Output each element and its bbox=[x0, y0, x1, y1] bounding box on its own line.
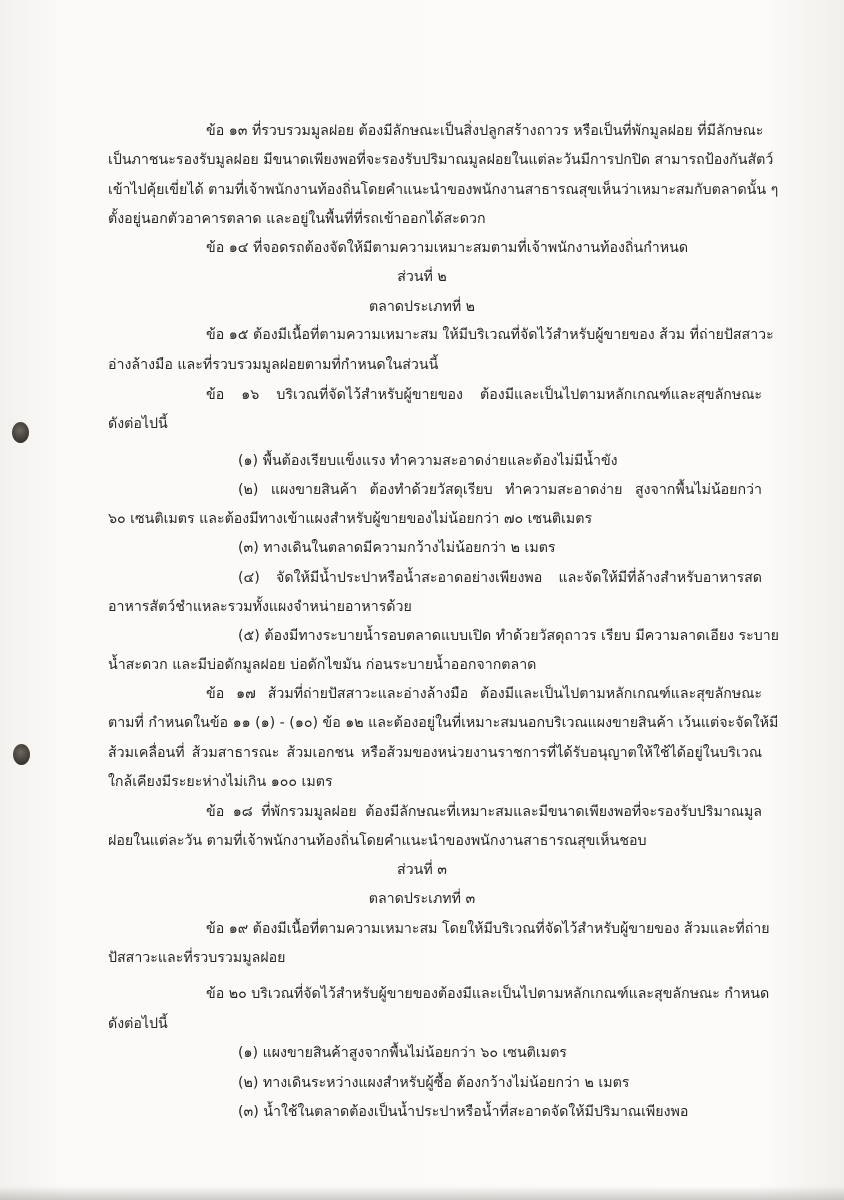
text-line: ข้อ ๑๔ ที่จอดรถต้องจัดให้มีตามความเหมาะสมตามที่เจ้าพนักงานท้องถิ่นกำหนด bbox=[206, 240, 689, 256]
section-heading: ส่วนที่ ๓ bbox=[397, 862, 447, 878]
section-heading: ส่วนที่ ๒ bbox=[397, 269, 447, 285]
text-line: อ่างล้างมือ และที่รวบรวมมูลฝอยตามที่กำหนดในส่วนนี้ bbox=[108, 357, 439, 373]
list-item: (๒) ทางเดินระหว่างแผงสำหรับผู้ซื้อ ต้องกว้างไม่น้อยกว่า ๒ เมตร bbox=[238, 1075, 630, 1091]
text-line: ฝอยในแต่ละวัน ตามที่เจ้าพนักงานท้องถิ่นโดยคำแนะนำของพนักงานสาธารณสุขเห็นชอบ bbox=[108, 833, 647, 849]
text-line: ข้อ ๑๕ ต้องมีเนื้อที่ตามความเหมาะสม ให้มีบริเวณที่จัดไว้สำหรับผู้ขายของ ส้วม ที่ถ่ายปัสสาวะ bbox=[206, 327, 774, 343]
text-line: ส้วมเคลื่อนที่ ส้วมสาธารณะ ส้วมเอกชน หรือส้วมของหน่วยงานราชการที่ได้รับอนุญาตให้ใช้ได้อยู่ในบริเวณ bbox=[108, 745, 762, 761]
punch-hole-bottom bbox=[13, 744, 30, 765]
text-line: อาหารสัตว์ชำแหละรวมทั้งแผงจำหน่ายอาหารด้วย bbox=[108, 599, 412, 615]
text-line: น้ำสะดวก และมีบ่อดักมูลฝอย บ่อดักไขมัน ก่อนระบายน้ำออกจากตลาด bbox=[108, 657, 537, 673]
section-subheading: ตลาดประเภทที่ ๓ bbox=[368, 891, 476, 907]
text-line: เข้าไปคุ้ยเขี่ยได้ ตามที่เจ้าพนักงานท้องถิ่นโดยคำแนะนำของพนักงานสาธารณสุขเห็นว่าเหมาะสมกับตลาดนั้น ๆ bbox=[108, 182, 779, 198]
text-line: ตั้งอยู่นอกตัวอาคารตลาด และอยู่ในพื้นที่ที่รถเข้าออกได้สะดวก bbox=[108, 211, 486, 227]
text-line: ดังต่อไปนี้ bbox=[108, 1016, 168, 1032]
list-item: (๓) ทางเดินในตลาดมีความกว้างไม่น้อยกว่า ๒ เมตร bbox=[238, 540, 556, 556]
text-line: เป็นภาชนะรองรับมูลฝอย มีขนาดเพียงพอที่จะรองรับปริมาณมูลฝอยในแต่ละวันมีการปกปิด สามารถป้องกันสัตว์ bbox=[108, 152, 774, 168]
text-line: ข้อ ๑๓ ที่รวบรวมมูลฝอย ต้องมีลักษณะเป็นสิ่งปลูกสร้างถาวร หรือเป็นที่พักมูลฝอย ที่มีลักษณะ bbox=[206, 123, 764, 139]
list-item: (๓) น้ำใช้ในตลาดต้องเป็นน้ำประปาหรือน้ำที่สะอาดจัดให้มีปริมาณเพียงพอ bbox=[238, 1104, 689, 1120]
text-line: ปัสสาวะและที่รวบรวมมูลฝอย bbox=[108, 950, 286, 966]
text-line: ๖๐ เซนติเมตร และต้องมีทางเข้าแผงสำหรับผู้ขายของไม่น้อยกว่า ๗๐ เซนติเมตร bbox=[108, 511, 593, 527]
text-line: ตามที่ กำหนดในข้อ ๑๑ (๑) - (๑๐) ข้อ ๑๒ และต้องอยู่ในที่เหมาะสมนอกบริเวณแผงขายสินค้า เว้นแต่จะจัดให้มี bbox=[108, 715, 779, 731]
text-line: ข้อ ๑๘ ที่พักรวมมูลฝอย ต้องมีลักษณะที่เหมาะสมและมีขนาดเพียงพอที่จะรองรับปริมาณมูล bbox=[206, 804, 762, 820]
punch-hole-top bbox=[12, 422, 29, 443]
text-line: ข้อ ๑๗ ส้วมที่ถ่ายปัสสาวะและอ่างล้างมือ ต้องมีและเป็นไปตามหลักเกณฑ์และสุขลักษณะ bbox=[206, 686, 762, 702]
text-line: ใกล้เคียงมีระยะห่างไม่เกิน ๑๐๐ เมตร bbox=[108, 774, 333, 790]
list-item: (๕) ต้องมีทางระบายน้ำรอบตลาดแบบเปิด ทำด้วยวัสดุถาวร เรียบ มีความลาดเอียง ระบาย bbox=[238, 628, 779, 644]
text-line: ข้อ ๒๐ บริเวณที่จัดไว้สำหรับผู้ขายของต้องมีและเป็นไปตามหลักเกณฑ์และสุขลักษณะ กำหนด bbox=[206, 986, 770, 1002]
text-line: ข้อ ๑๙ ต้องมีเนื้อที่ตามความเหมาะสม โดยให้มีบริเวณที่จัดไว้สำหรับผู้ขายของ ส้วมและที่ถ่าย bbox=[206, 921, 770, 937]
list-item: (๑) แผงขายสินค้าสูงจากพื้นไม่น้อยกว่า ๖๐ เซนติเมตร bbox=[238, 1045, 567, 1061]
text-line: ดังต่อไปนี้ bbox=[108, 416, 168, 432]
section-subheading: ตลาดประเภทที่ ๒ bbox=[368, 299, 476, 315]
list-item: (๑) พื้นต้องเรียบแข็งแรง ทำความสะอาดง่ายและต้องไม่มีน้ำขัง bbox=[238, 453, 618, 469]
text-line: ข้อ ๑๖ บริเวณที่จัดไว้สำหรับผู้ขายของ ต้องมีและเป็นไปตามหลักเกณฑ์และสุขลักษณะ bbox=[206, 387, 762, 403]
list-item: (๒) แผงขายสินค้า ต้องทำด้วยวัสดุเรียบ ทำความสะอาดง่าย สูงจากพื้นไม่น้อยกว่า bbox=[238, 482, 762, 498]
list-item: (๔) จัดให้มีน้ำประปาหรือน้ำสะอาดอย่างเพียงพอ และจัดให้มีที่ล้างสำหรับอาหารสด bbox=[238, 570, 762, 586]
